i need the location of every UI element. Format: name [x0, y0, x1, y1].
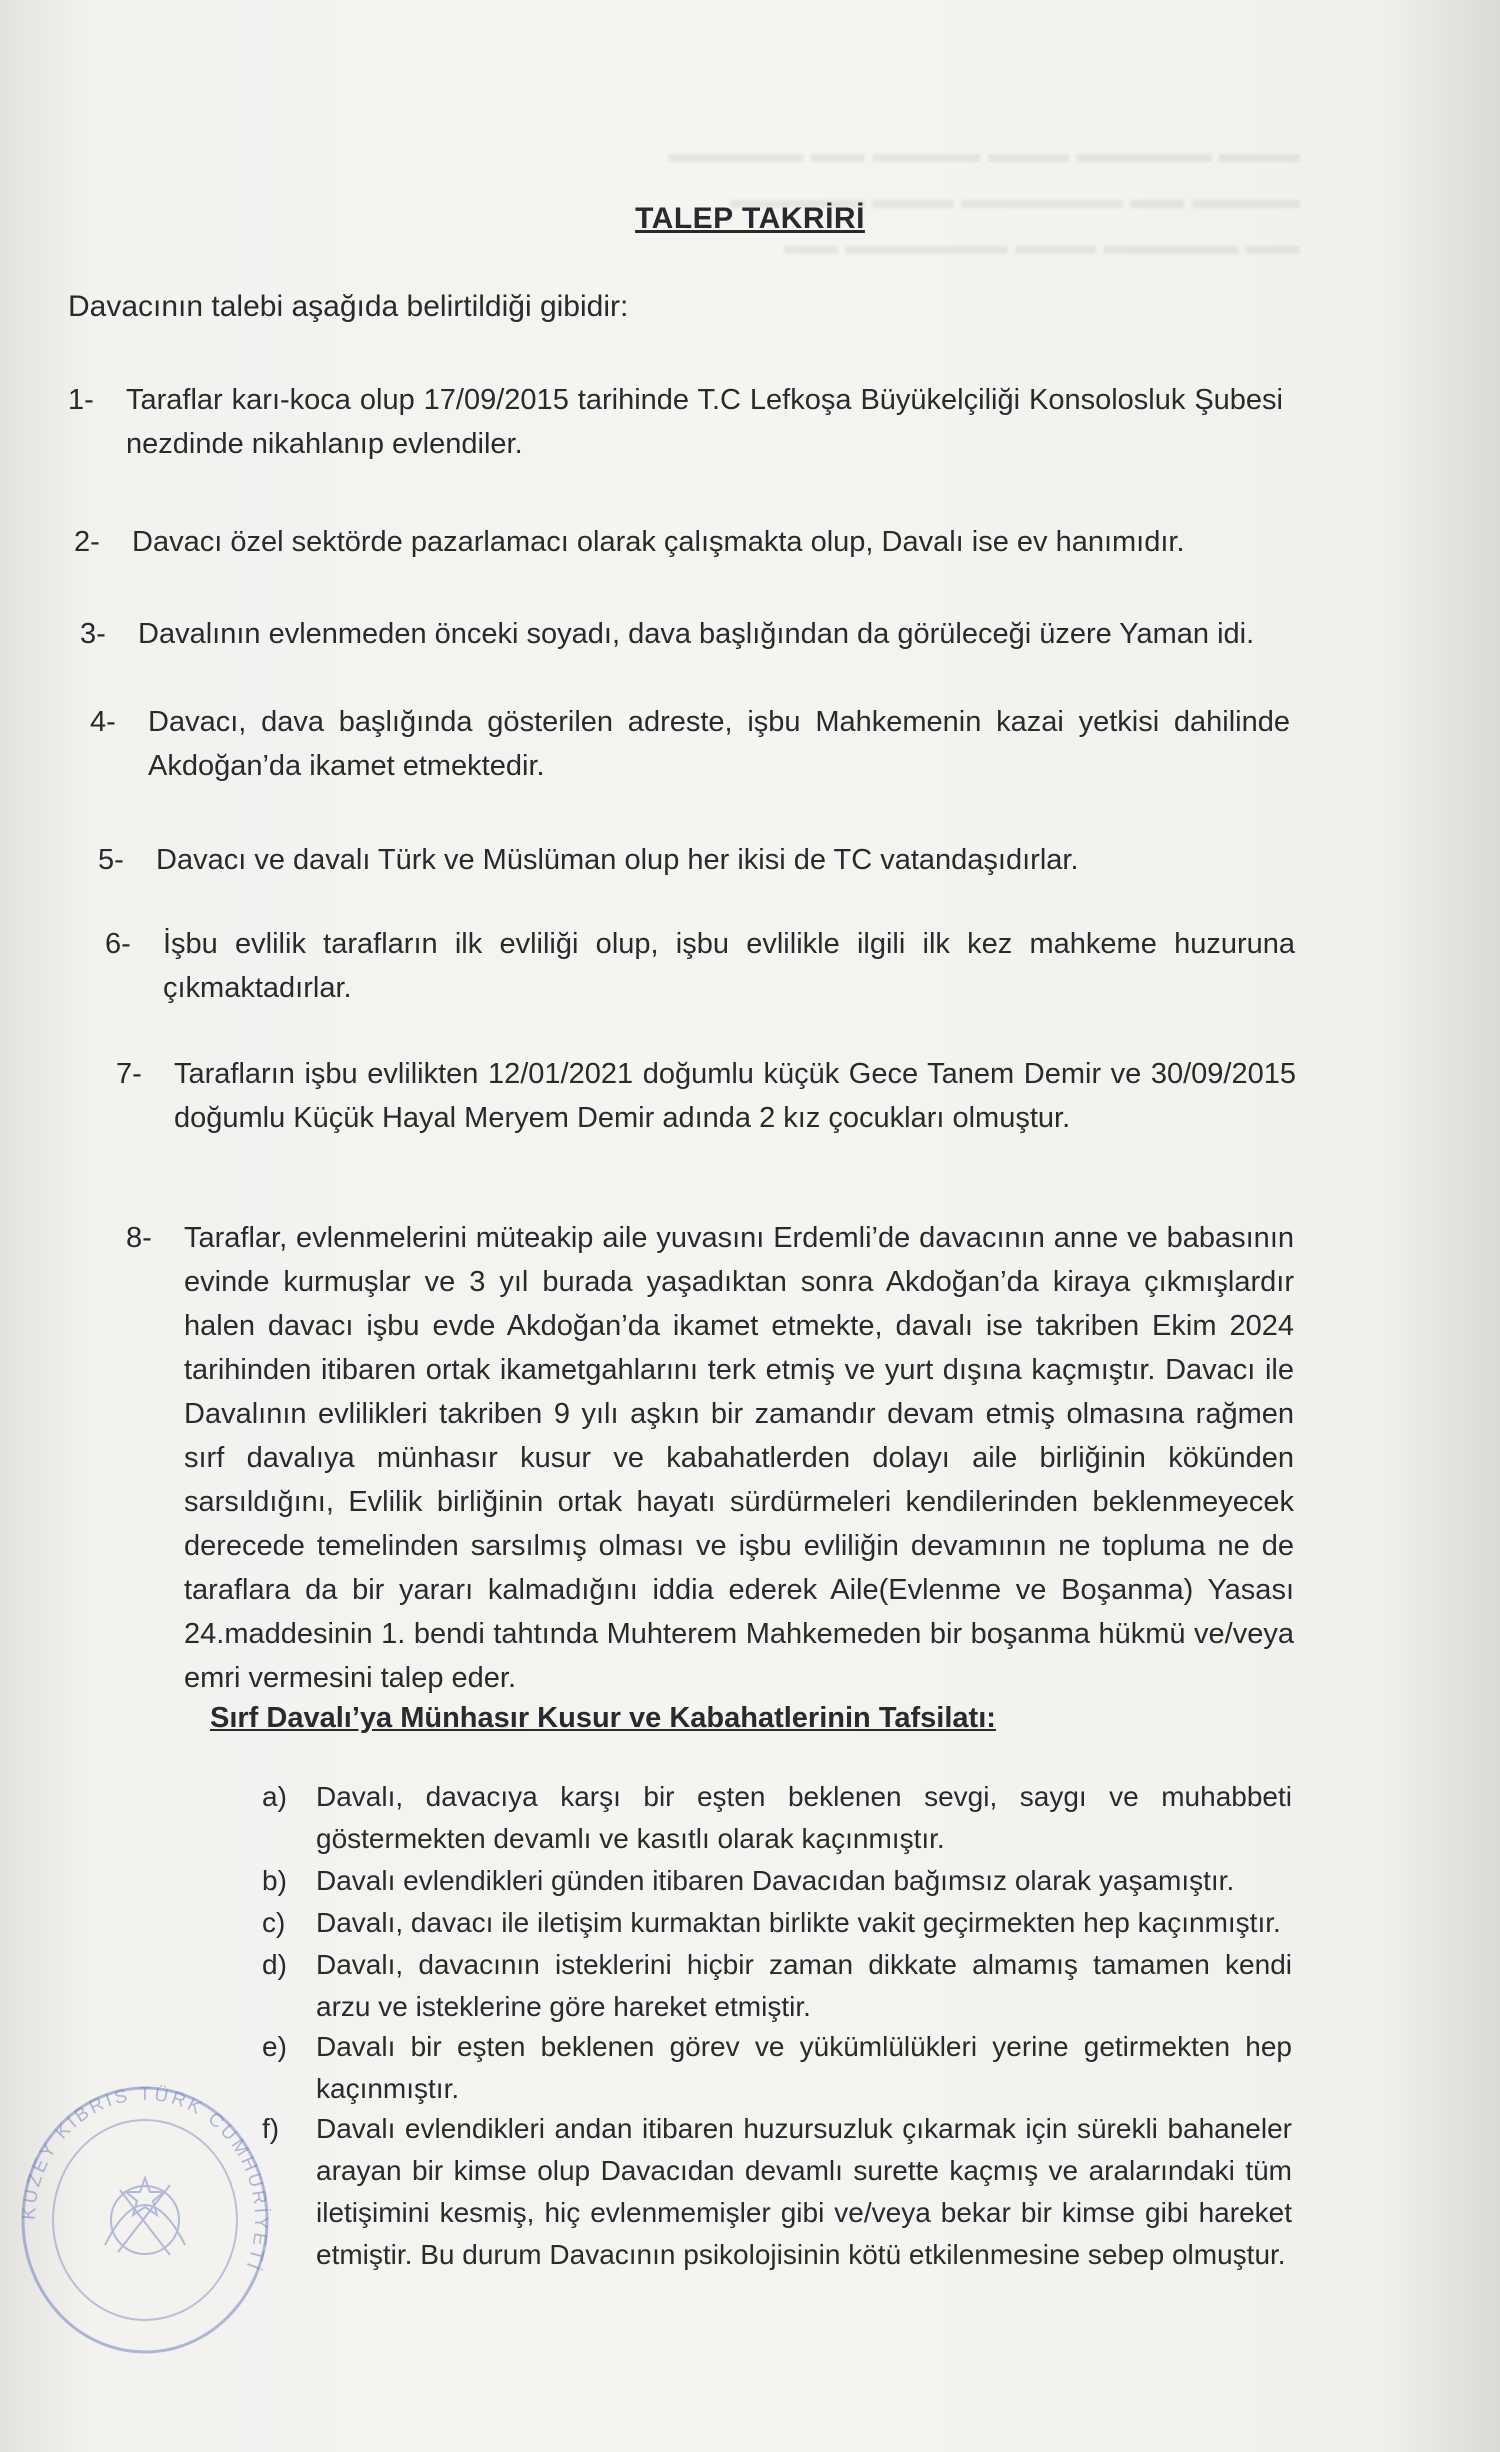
sub-item-letter: b) [262, 1865, 287, 1896]
official-seal-stamp [10, 2070, 280, 2370]
item-text: Taraflar karı-koca olup 17/09/2015 tarihinde T.C Lefkoşa Büyükelçiliği Konsolosluk Şubesi nezdinde nikahlanıp evlendiler. [126, 384, 1283, 460]
seal-inner-ring [53, 2120, 237, 2320]
list-item [90, 700, 1290, 788]
list-item [68, 378, 1283, 466]
item-number: 4- [90, 706, 116, 738]
item-text: Davacı ve davalı Türk ve Müslüman olup her ikisi de TC vatandaşıdırlar. [156, 844, 1079, 876]
sub-item-text: Davalı, davacının isteklerini hiçbir zaman dikkate almamış tamamen kendi arzu ve isteklerine göre hareket etmiştir. [316, 1949, 1292, 2022]
sub-list-item [262, 2026, 1292, 2110]
list-item [80, 612, 1295, 656]
sub-item-text: Davalı evlendikleri andan itibaren huzursuzluk çıkarmak için sürekli bahaneler arayan bir kimse olup Davacıdan devamlı surette kaçmış ve aralarındaki tüm iletişimini kesmiş, hiç evlenmemişler gibi ve/veya bekar bir kimse gibi hareket etmiştir. Bu durum Davacının psikolojisinin kötü etkilenmesine sebep olmuştur. [316, 2113, 1292, 2270]
sub-list-item [262, 1776, 1292, 1860]
list-item [126, 1216, 1294, 1700]
section-title: Sırf Davalı’ya Münhasır Kusur ve Kabahatlerinin Tafsilatı: [210, 1702, 996, 1734]
sub-item-text: Davalı, davacıya karşı bir eşten beklenen sevgi, saygı ve muhabbeti göstermekten devamlı ve kasıtlı olarak kaçınmıştır. [316, 1781, 1292, 1854]
show-through-text: ▬▬▬ ▬▬▬▬▬ ▬▬▬ ▬▬▬▬ ▬▬ ▬▬▬▬▬ ▬▬▬▬ ▬▬ ▬▬▬▬▬▬ ▬▬▬ ▬▬▬▬▬ ▬▬ ▬▬▬▬▬ ▬▬▬ ▬▬▬▬▬▬ ▬▬ [668, 138, 1300, 260]
item-number: 8- [126, 1222, 152, 1254]
sub-item-text: Davalı bir eşten beklenen görev ve yükümlülükleri yerine getirmekten hep kaçınmıştır. [316, 2031, 1292, 2104]
item-text: Davalının evlenmeden önceki soyadı, dava başlığından da görüleceği üzere Yaman idi. [138, 618, 1255, 650]
sub-item-letter: a) [262, 1781, 287, 1812]
list-item [98, 838, 1293, 882]
seal-graphic [10, 2070, 280, 2370]
item-number: 1- [68, 384, 94, 416]
item-number: 5- [98, 844, 124, 876]
item-number: 3- [80, 618, 106, 650]
sub-item-letter: d) [262, 1949, 287, 1980]
sub-item-letter: c) [262, 1907, 286, 1938]
sub-list-item [262, 1860, 1292, 1902]
sub-item-letter: e) [262, 2031, 287, 2062]
sub-item-letter: f) [262, 2113, 280, 2144]
sub-list-item [262, 1944, 1292, 2028]
item-text: Davacı, dava başlığında gösterilen adreste, işbu Mahkemenin kazai yetkisi dahilinde Akdoğan’da ikamet etmektedir. [148, 706, 1290, 782]
intro-text: Davacının talebi aşağıda belirtildiği gibidir: [68, 290, 629, 323]
item-text: Davacı özel sektörde pazarlamacı olarak çalışmakta olup, Davalı ise ev hanımıdır. [132, 526, 1185, 558]
item-number: 2- [74, 526, 100, 558]
list-item [105, 922, 1295, 1010]
list-item [116, 1052, 1296, 1140]
sub-list-item [262, 1902, 1292, 1944]
sub-item-text: Davalı evlendikleri günden itibaren Davacıdan bağımsız olarak yaşamıştır. [316, 1865, 1235, 1896]
sub-item-text: Davalı, davacı ile iletişim kurmaktan birlikte vakit geçirmekten hep kaçınmıştır. [316, 1907, 1281, 1938]
item-text: Tarafların işbu evlilikten 12/01/2021 doğumlu küçük Gece Tanem Demir ve 30/09/2015 doğumlu Küçük Hayal Meryem Demir adında 2 kız çocukları olmuştur. [174, 1058, 1296, 1134]
seal-text: KUZEY KIBRIS TÜRK CUMHURİYETİ [18, 2083, 272, 2275]
seal-emblem [105, 2178, 185, 2255]
sub-list-item [262, 2108, 1292, 2276]
item-number: 6- [105, 928, 131, 960]
list-item [74, 520, 1289, 564]
item-number: 7- [116, 1058, 142, 1090]
item-text: Taraflar, evlenmelerini müteakip aile yuvasını Erdemli’de davacının anne ve babasının evinde kurmuşlar ve 3 yıl burada yaşadıktan sonra Akdoğan’da kiraya çıkmışlardır halen davacı işbu evde Akdoğan’da ikamet etmekte, davalı ise takriben Ekim 2024 tarihinden itibaren ortak ikametgahlarını terk etmiş ve yurt dışına kaçmıştır. Davacı ile Davalının evlilikleri takriben 9 yılı aşkın bir zamandır devam etmiş olmasına rağmen sırf davalıya münhasır kusur ve kabahatlerden dolayı aile birliğinin kökünden sarsıldığını, Evlilik birliğinin ortak hayatı sürdürmeleri kendilerinden beklenmeyecek derecede temelinden sarsılmış olması ve işbu evliliğin devamının ne topluma ne de taraflara da bir yararı kalmadığını iddia ederek Aile(Evlenme ve Boşanma) Yasası 24.maddesinin 1. bendi tahtında Muhterem Mahkemeden bir boşanma hükmü ve/veya emri vermesini talep eder. [184, 1222, 1294, 1694]
document-title: TALEP TAKRİRİ [635, 202, 865, 235]
item-text: İşbu evlilik tarafların ilk evliliği olup, işbu evlilikle ilgili ilk kez mahkeme huzuruna çıkmaktadırlar. [163, 928, 1295, 1004]
